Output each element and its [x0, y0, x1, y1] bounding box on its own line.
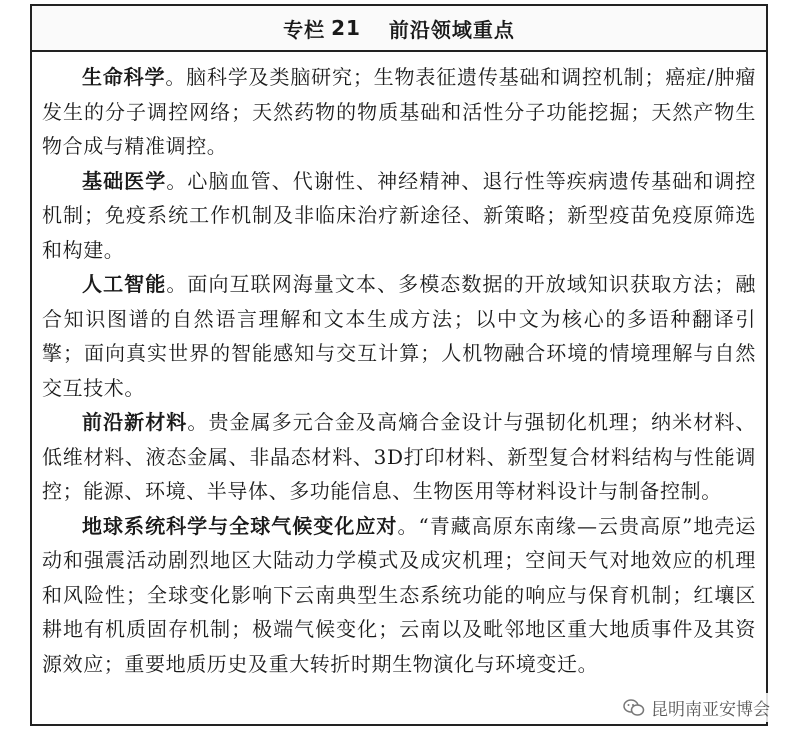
- title-prefix: 专栏: [283, 17, 326, 42]
- wechat-icon: [623, 699, 645, 717]
- column-box: [30, 4, 768, 726]
- section-earth-system: [42, 509, 756, 682]
- section-heading: 前沿新材料: [82, 410, 188, 434]
- column-title: [32, 6, 766, 52]
- section-life-science: [42, 60, 756, 164]
- section-ai: [42, 267, 756, 405]
- column-content: [32, 52, 766, 681]
- watermark: [619, 693, 774, 722]
- section-heading: 基础医学: [82, 168, 167, 193]
- section-body: 。“青藏高原东南缘—云贵高原”地壳运动和强震活动剧烈地区大陆动力学模式及成灾机理；空间天气对地效应的机理和风险性；全球变化影响下云南典型生态系统功能的响应与保育机制；红壤区耕地有机质固存机制；极端气候变化；云南以及毗邻地区重大地质事件及其资源效应；重要地质历史及重大转折时期生物演化与环境变迁。: [42, 513, 757, 676]
- section-body: 。心脑血管、代谢性、神经精神、退行性等疾病遗传基础和调控机制；免疫系统工作机制及非临床治疗新途径、新策略；新型疫苗免疫原筛选和构建。: [42, 168, 756, 262]
- section-heading: 生命科学: [82, 65, 166, 89]
- section-heading: 地球系统科学与全球气候变化应对: [82, 513, 398, 538]
- section-new-materials: [42, 405, 756, 509]
- title-number: 21: [331, 16, 361, 40]
- section-heading: 人工智能: [82, 272, 167, 296]
- title-text: 前沿领域重点: [388, 17, 515, 42]
- section-body: 。贵金属多元合金及高熵合金设计与强韧化机理；纳米材料、低维材料、液态金属、非晶态材料、3D打印材料、新型复合材料结构与性能调控；能源、环境、半导体、多功能信息、生物医用等材料设计与制备控制。: [42, 410, 757, 503]
- watermark-text: 昆明南亚安博会: [651, 700, 770, 720]
- section-body: 。面向互联网海量文本、多模态数据的开放域知识获取方法；融合知识图谱的自然语言理解和文本生成方法；以中文为核心的多语种翻译引擎；面向真实世界的智能感知与交互计算；人机物融合环境的情境理解与自然交互技术。: [42, 272, 756, 400]
- section-basic-medicine: [42, 164, 756, 268]
- section-body: 。脑科学及类脑研究；生物表征遗传基础和调控机制；癌症/肿瘤发生的分子调控网络；天然药物的物质基础和活性分子功能挖掘；天然产物生物合成与精准调控。: [42, 65, 757, 158]
